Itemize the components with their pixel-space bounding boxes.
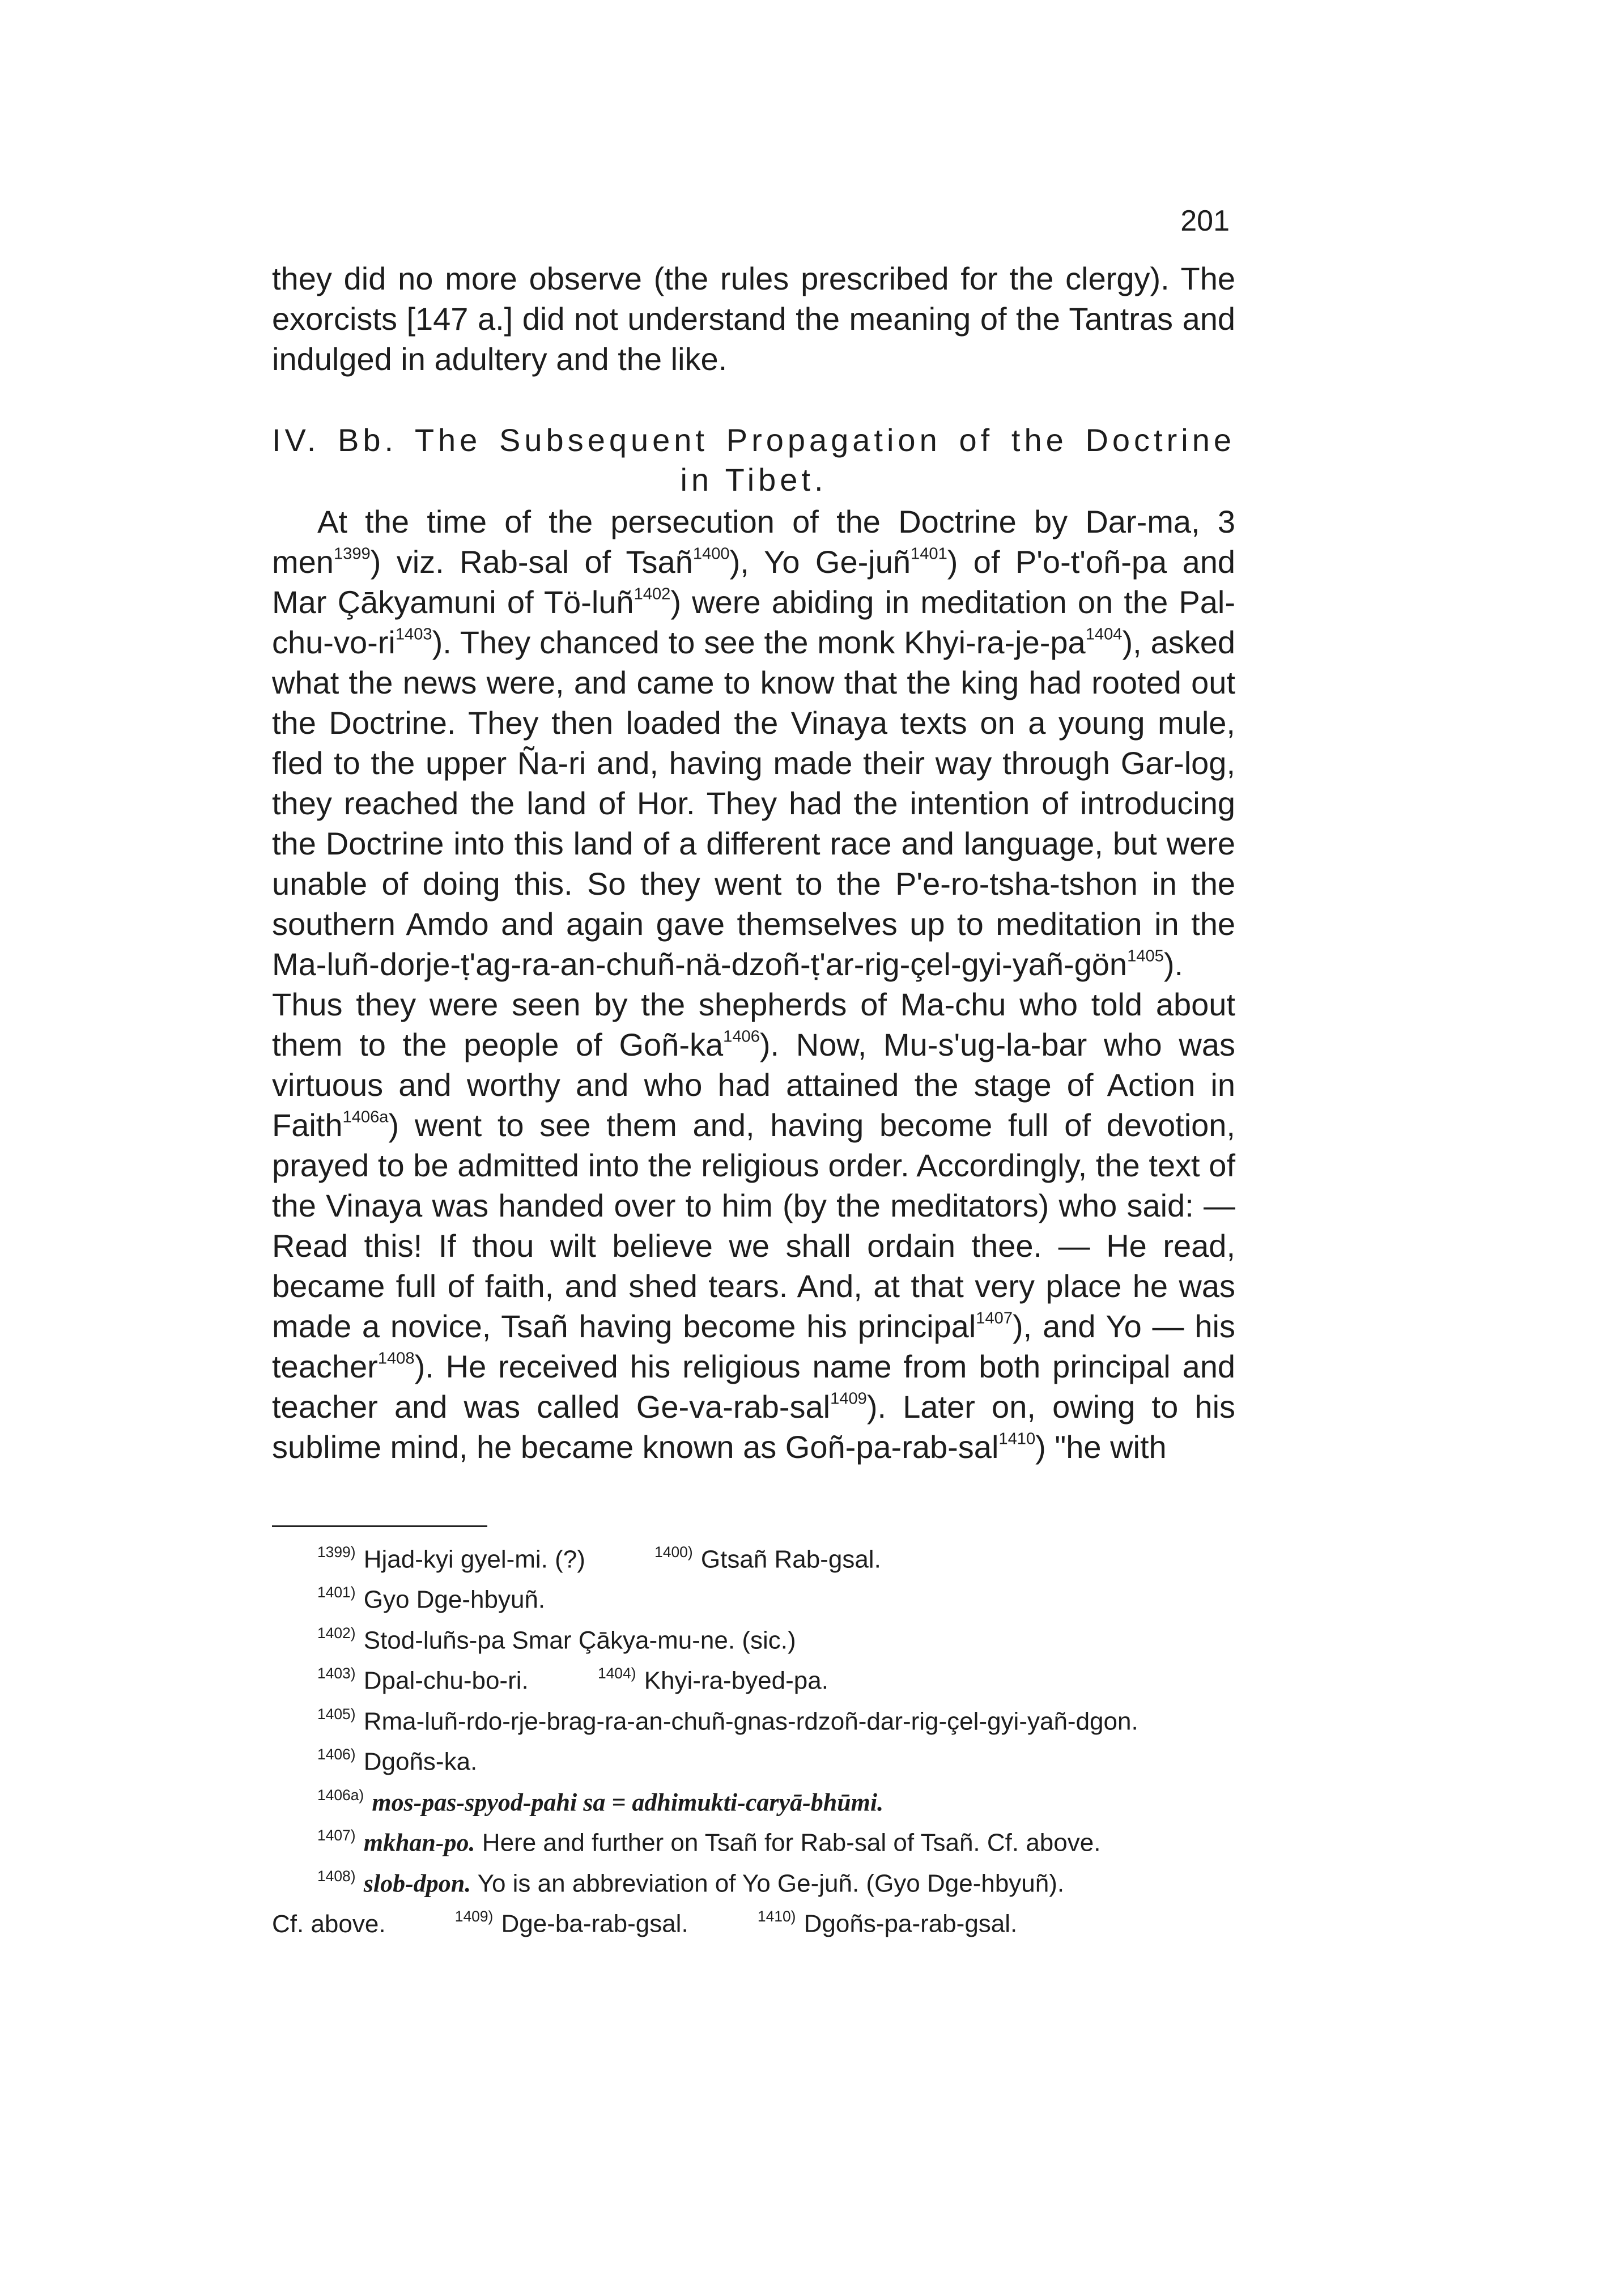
footnote-ref: 1409 bbox=[830, 1389, 867, 1408]
text-segment: ) were abiding in meditation on the Pal-chu-vo-ri bbox=[272, 584, 1235, 660]
text-segment: ), Yo Ge-juñ bbox=[729, 544, 911, 580]
footnote-text: Dpal-chu-bo-ri. bbox=[363, 1666, 529, 1695]
main-paragraph-text bbox=[272, 501, 1235, 1467]
intro-paragraph bbox=[272, 258, 1235, 379]
footnote-ref: 1405 bbox=[1127, 947, 1164, 966]
footnote-text: Gyo Dge-hbyuñ. bbox=[363, 1585, 546, 1614]
footnote-1402 bbox=[317, 1617, 796, 1657]
footnote-1404 bbox=[598, 1657, 828, 1697]
footnote-row bbox=[272, 1738, 1235, 1778]
footnote-1410 bbox=[758, 1900, 1017, 1940]
footnote-text: Khyi-ra-byed-pa. bbox=[644, 1666, 828, 1695]
footnote-1409 bbox=[455, 1900, 688, 1940]
footnote-number: 1408) bbox=[317, 1867, 356, 1885]
footnote-text: Dge-ba-rab-gsal. bbox=[501, 1910, 688, 1938]
footnote-ref: 1401 bbox=[911, 545, 947, 563]
footnote-number: 1403) bbox=[317, 1665, 356, 1682]
footnote-number: 1399) bbox=[317, 1544, 356, 1561]
footnote-number: 1405) bbox=[317, 1705, 356, 1723]
footnote-text: Dgoñs-pa-rab-gsal. bbox=[804, 1910, 1018, 1938]
footnote-number: 1402) bbox=[317, 1624, 356, 1642]
text-segment: ). Later on, owing to his sublime mind, he became known as Goñ-pa-rab-sal bbox=[272, 1389, 1236, 1465]
footnote-number: 1404) bbox=[597, 1665, 636, 1682]
footnote-ref: 1408 bbox=[377, 1349, 415, 1368]
footnote-number: 1410) bbox=[757, 1908, 796, 1925]
footnote-text: Gtsañ Rab-gsal. bbox=[700, 1545, 881, 1574]
footnote-ref: 1410 bbox=[998, 1430, 1036, 1448]
footnote-text: Hjad-kyi gyel-mi. (?) bbox=[363, 1545, 585, 1574]
footnote-ref: 1403 bbox=[395, 625, 432, 644]
footnote-text: Stod-luñs-pa Smar Çākya-mu-ne. (sic.) bbox=[363, 1626, 796, 1655]
footnote-ref: 1400 bbox=[692, 545, 730, 563]
footnote-1408-continuation bbox=[272, 1907, 386, 1941]
footnote-number: 1407) bbox=[317, 1827, 356, 1844]
footnote-text: Yo is an abbreviation of Yo Ge-juñ. (Gyo Dge-hbyuñ). bbox=[477, 1869, 1065, 1898]
footnote-1406 bbox=[317, 1738, 477, 1778]
section-heading bbox=[272, 420, 1235, 500]
text-segment: ), asked what the news were, and came to know that the king had rooted out the Doctrine. They then loaded the Vinaya texts on a young mule, fled to the upper Ña-ri and, having made their way through Gar-log, they reached the land of Hor. They had the intention of introducing the Doctrine into this land of a different race and language, but were unable of doing this. So they went to the P'e-ro-tsha-tshon in the southern Amdo and again gave themselves up to meditation in the Ma-luñ-dorje-ṭ'ag-ra-an-chuñ-nä-dzoñ-ṭ'ar-rig-çel-gyi-yañ-gön bbox=[272, 624, 1235, 982]
footnote-1401 bbox=[317, 1576, 545, 1616]
footnote-row bbox=[272, 1657, 1235, 1697]
footnote-ref: 1402 bbox=[634, 585, 671, 603]
footnote-italic-text: slob-dpon. bbox=[363, 1869, 471, 1898]
intro-text: they did no more observe (the rules prescribed for the clergy). The exorcists [147 a.] did not understand the meaning of the Tantras and indulged in adultery and the like. bbox=[272, 261, 1235, 377]
section-heading-line-1: IV. Bb. The Subsequent Propagation of the Doctrine bbox=[272, 422, 1235, 458]
page-number: 201 bbox=[1180, 205, 1230, 237]
footnote-row bbox=[272, 1617, 1235, 1657]
text-segment: ). They chanced to see the monk Khyi-ra-je-pa bbox=[432, 624, 1086, 660]
footnote-1400 bbox=[654, 1536, 881, 1576]
section-heading-line-2: in Tibet. bbox=[680, 462, 827, 498]
footnote-italic-text: mkhan-po. bbox=[363, 1829, 475, 1857]
text-segment: ) viz. Rab-sal of Tsañ bbox=[370, 544, 693, 580]
footnote-text: Cf. above. bbox=[272, 1910, 386, 1938]
footnote-row bbox=[272, 1576, 1235, 1616]
footnote-ref: 1406 bbox=[723, 1027, 760, 1046]
footnote-row bbox=[272, 1819, 1235, 1859]
footnote-ref: 1399 bbox=[333, 545, 371, 563]
text-segment: ). Thus they were seen by the shepherds of Ma-chu who told about them to the people of Goñ-ka bbox=[272, 946, 1235, 1062]
text-segment: ). He received his religious name from both principal and teacher and was called Ge-va-rab-sal bbox=[272, 1349, 1235, 1425]
footnote-number: 1406a) bbox=[317, 1786, 364, 1804]
footnote-1407 bbox=[317, 1819, 1100, 1859]
footnote-row bbox=[272, 1860, 1235, 1900]
footnote-number: 1401) bbox=[317, 1584, 356, 1601]
footnote-text: Dgoñs-ka. bbox=[363, 1747, 478, 1776]
footnote-row bbox=[272, 1779, 1235, 1819]
footnote-1403 bbox=[317, 1657, 529, 1697]
footnote-1405 bbox=[317, 1698, 1138, 1738]
footnote-number: 1400) bbox=[654, 1544, 693, 1561]
footnote-1399 bbox=[317, 1536, 585, 1576]
footnote-text: Rma-luñ-rdo-rje-brag-ra-an-chuñ-gnas-rdzoñ-dar-rig-çel-gyi-yañ-dgon. bbox=[363, 1707, 1138, 1736]
text-segment: At the time of the persecution of the Doctrine by Dar-ma, 3 men bbox=[272, 504, 1235, 580]
footnote-ref: 1404 bbox=[1085, 625, 1123, 644]
main-paragraph bbox=[272, 501, 1235, 1467]
text-segment: ). Now, Mu-s'ug-la-bar who was virtuous and worthy and who had attained the stage of Action in Faith bbox=[272, 1027, 1235, 1143]
footnote-ref: 1407 bbox=[976, 1309, 1013, 1328]
footnote-number: 1406) bbox=[317, 1746, 356, 1763]
text-segment: ), and Yo — his teacher bbox=[272, 1308, 1235, 1384]
text-segment: ) went to see them and, having become full of devotion, prayed to be admitted into the religious order. Accordingly, the text of the Vinaya was handed over to him (by the meditators) who said: — Read this! If thou wilt believe we shall ordain thee. — He read, became full of faith, and shed tears. And, at that very place he was made a novice, Tsañ having become his principal bbox=[272, 1107, 1235, 1344]
footnote-italic-text: mos-pas-spyod-pahi sa = adhimukti-caryā-bhūmi. bbox=[372, 1788, 884, 1817]
footnote-1408 bbox=[317, 1860, 1064, 1900]
text-segment: ) of P'o-t'oñ-pa and Mar Çākyamuni of Tö-luñ bbox=[272, 544, 1236, 620]
footnote-row bbox=[272, 1536, 1235, 1576]
footnotes bbox=[272, 1536, 1235, 1941]
footnote-row bbox=[272, 1698, 1235, 1738]
footnote-1406a bbox=[317, 1779, 883, 1819]
footnote-separator bbox=[272, 1525, 487, 1527]
footnote-row bbox=[272, 1900, 1235, 1940]
footnote-number: 1409) bbox=[454, 1908, 494, 1925]
footnote-ref: 1406a bbox=[342, 1108, 389, 1126]
text-segment: ) "he with bbox=[1035, 1429, 1167, 1465]
footnote-text: Here and further on Tsañ for Rab-sal of Tsañ. Cf. above. bbox=[482, 1829, 1101, 1857]
